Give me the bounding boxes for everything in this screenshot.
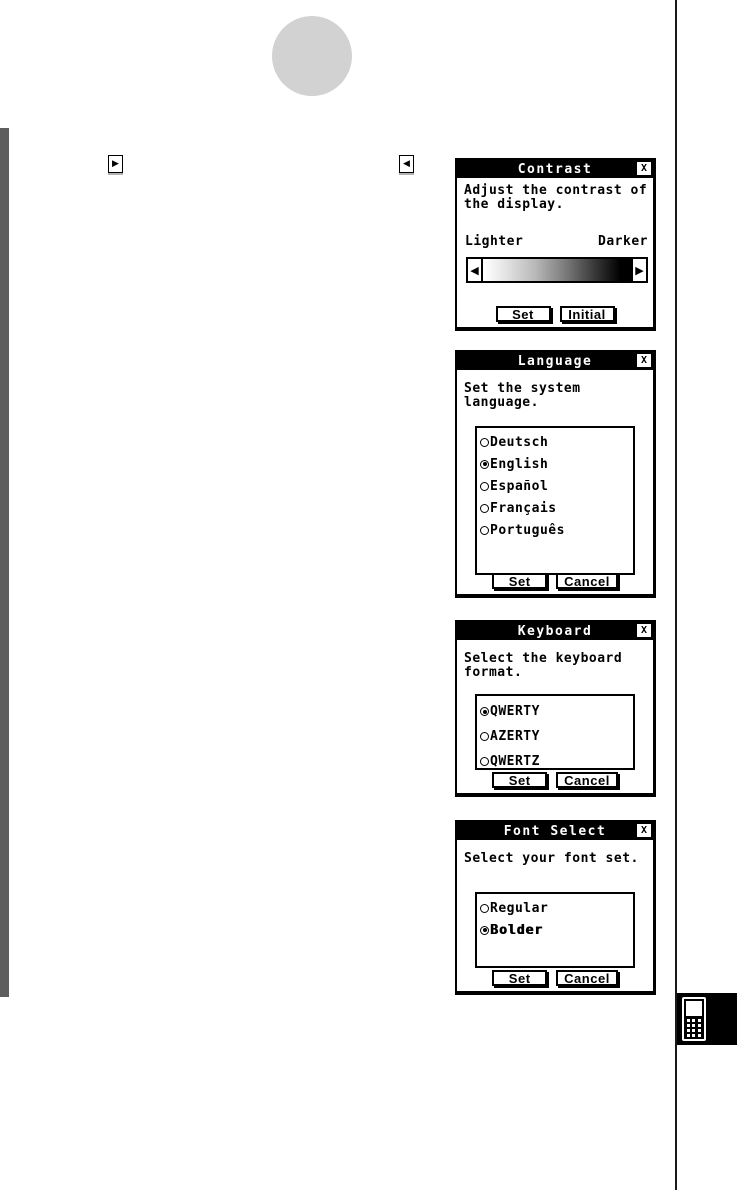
cancel-button[interactable]: Cancel [556,772,618,788]
option-label: QWERTZ [490,754,540,769]
radio-icon [480,482,489,491]
option-label: Français [490,500,557,516]
contrast-button-row [457,306,653,322]
keyboard-dialog [455,620,656,797]
option-label: Português [490,522,565,538]
language-option-deutsch[interactable] [480,431,633,453]
radio-icon [480,732,489,741]
calculator-keypad [686,1019,702,1037]
radio-selected-icon [480,926,489,935]
radio-selected-icon [480,707,489,716]
lighter-label: Lighter [465,234,524,249]
font-button-row [457,970,653,986]
keyboard-listbox [475,694,635,770]
option-label: Deutsch [490,434,549,450]
font-option-regular[interactable] [480,897,633,919]
dialog-description: Set the system language. [464,381,581,410]
left-margin-bar [0,128,9,997]
page-edge-tab [677,993,737,1045]
language-button-row [457,573,653,589]
cancel-button[interactable]: Cancel [556,970,618,986]
option-label: Regular [490,900,549,916]
dialog-title: Language [517,353,593,369]
calculator-screen [686,1001,702,1016]
close-icon[interactable]: X [637,354,651,367]
font-option-bolder[interactable] [480,919,633,941]
contrast-titlebar [457,160,653,178]
dialog-title: Keyboard [517,623,593,639]
calculator-icon [682,997,706,1041]
contrast-dialog [455,158,656,331]
right-triangle-icon: ▶ [635,263,644,277]
keyboard-option-azerty[interactable] [480,724,633,749]
dialog-title: Font Select [503,823,607,839]
contrast-slider-labels [465,234,648,249]
close-icon[interactable]: X [637,624,651,637]
font-select-titlebar [457,822,653,840]
dialog-description: Adjust the contrast of the display. [464,183,648,212]
set-button[interactable]: Set [496,306,551,322]
option-label: Español [490,478,549,494]
back-arrow-button[interactable] [399,155,414,173]
radio-icon [480,904,489,913]
option-label: Bolder [490,922,543,938]
radio-icon [480,438,489,447]
left-triangle-icon: ◀ [470,263,479,277]
decorative-circle [272,16,352,96]
radio-icon [480,526,489,535]
contrast-gradient-track[interactable] [483,259,631,281]
keyboard-button-row [457,772,653,788]
keyboard-titlebar [457,622,653,640]
forward-arrow-button[interactable] [108,155,123,173]
dialog-description: Select the keyboard format. [464,651,623,680]
option-label: English [490,456,549,472]
radio-icon [480,757,489,766]
keyboard-option-qwertz[interactable] [480,749,633,770]
language-option-portugues[interactable] [480,519,633,541]
slider-increase-button[interactable] [631,259,646,281]
right-triangle-icon: ▶ [112,158,119,169]
dialog-description: Select your font set. [464,851,639,866]
language-titlebar [457,352,653,370]
font-select-dialog [455,820,656,995]
contrast-slider [466,257,648,283]
dialog-title: Contrast [517,161,593,177]
radio-selected-icon [480,460,489,469]
set-button[interactable]: Set [492,970,547,986]
slider-decrease-button[interactable] [468,259,483,281]
language-option-espanol[interactable] [480,475,633,497]
radio-icon [480,504,489,513]
language-option-francais[interactable] [480,497,633,519]
language-listbox [475,426,635,575]
left-triangle-icon: ◀ [403,158,410,169]
language-dialog [455,350,656,598]
initial-button[interactable]: Initial [560,306,615,322]
language-option-english[interactable] [480,453,633,475]
option-label: QWERTY [490,704,540,719]
font-listbox [475,892,635,968]
set-button[interactable]: Set [492,573,547,589]
close-icon[interactable]: X [637,824,651,837]
cancel-button[interactable]: Cancel [556,573,618,589]
darker-label: Darker [598,234,648,249]
close-icon[interactable]: X [637,162,651,175]
set-button[interactable]: Set [492,772,547,788]
option-label: AZERTY [490,729,540,744]
keyboard-option-qwerty[interactable] [480,699,633,724]
